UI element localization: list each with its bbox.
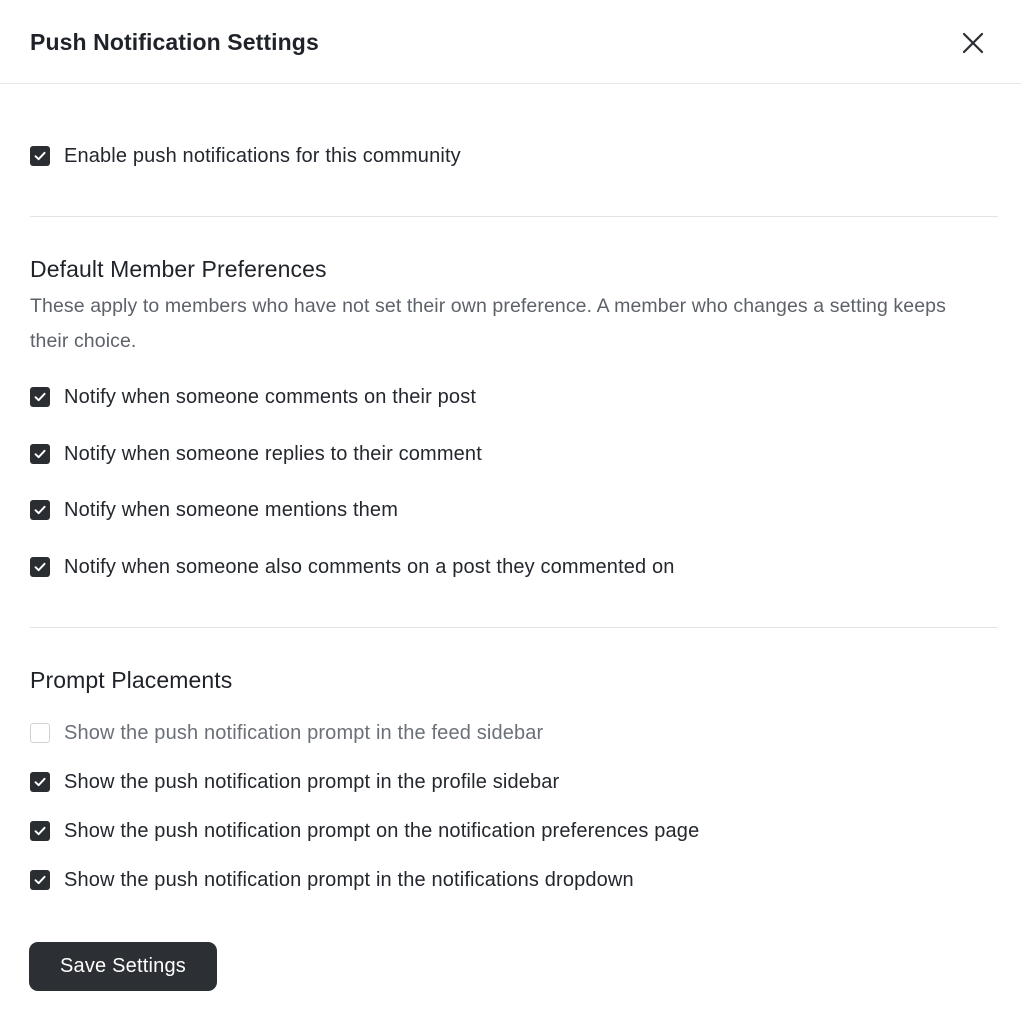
check-icon [33, 390, 47, 404]
pref-mentions-label: Notify when someone mentions them [64, 498, 399, 521]
check-icon [33, 503, 47, 517]
pref-also-comments-label: Notify when someone also comments on a post they commented on [64, 555, 675, 578]
pref-also-comments-row[interactable] [30, 556, 675, 578]
placement-profile-sidebar-checkbox[interactable] [30, 772, 50, 792]
enable-push-label: Enable push notifications for this community [64, 144, 461, 167]
placement-profile-sidebar-row[interactable] [30, 771, 559, 793]
default-preferences-description: These apply to members who have not set their own preference. A member who changes a setting keeps their choice. [30, 295, 946, 352]
prompt-placements-title: Prompt Placements [30, 667, 233, 693]
placement-feed-sidebar-checkbox[interactable] [30, 723, 50, 743]
placement-feed-sidebar-label: Show the push notification prompt in the feed sidebar [64, 721, 544, 744]
check-icon [33, 560, 47, 574]
pref-mentions-checkbox[interactable] [30, 500, 50, 520]
default-preferences-title: Default Member Preferences [30, 256, 327, 282]
close-icon [956, 26, 990, 60]
pref-also-comments-checkbox[interactable] [30, 557, 50, 577]
modal-title: Push Notification Settings [30, 29, 319, 55]
placement-preferences-page-row[interactable] [30, 820, 699, 842]
pref-mentions-row[interactable] [30, 499, 398, 521]
check-icon [33, 824, 47, 838]
check-icon [33, 447, 47, 461]
placement-notifications-dropdown-label: Show the push notification prompt in the notifications dropdown [64, 868, 634, 891]
placement-notifications-dropdown-row[interactable] [30, 869, 634, 891]
placement-preferences-page-label: Show the push notification prompt on the notification preferences page [64, 819, 700, 842]
pref-comments-on-post-row[interactable] [30, 386, 476, 408]
pref-replies-to-comment-checkbox[interactable] [30, 444, 50, 464]
save-settings-button[interactable]: Save Settings [29, 942, 217, 991]
check-icon [33, 149, 47, 163]
section-divider [30, 627, 998, 628]
pref-comments-on-post-checkbox[interactable] [30, 387, 50, 407]
placement-profile-sidebar-label: Show the push notification prompt in the profile sidebar [64, 770, 560, 793]
enable-push-checkbox-row[interactable] [30, 145, 461, 167]
placement-preferences-page-checkbox[interactable] [30, 821, 50, 841]
modal-header [0, 0, 1021, 84]
pref-comments-on-post-label: Notify when someone comments on their post [64, 385, 477, 408]
pref-replies-to-comment-label: Notify when someone replies to their comment [64, 442, 482, 465]
close-button[interactable] [956, 26, 990, 60]
check-icon [33, 873, 47, 887]
section-divider [30, 216, 998, 217]
enable-push-checkbox[interactable] [30, 146, 50, 166]
check-icon [33, 775, 47, 789]
placement-notifications-dropdown-checkbox[interactable] [30, 870, 50, 890]
pref-replies-to-comment-row[interactable] [30, 443, 482, 465]
placement-feed-sidebar-row[interactable] [30, 722, 543, 744]
